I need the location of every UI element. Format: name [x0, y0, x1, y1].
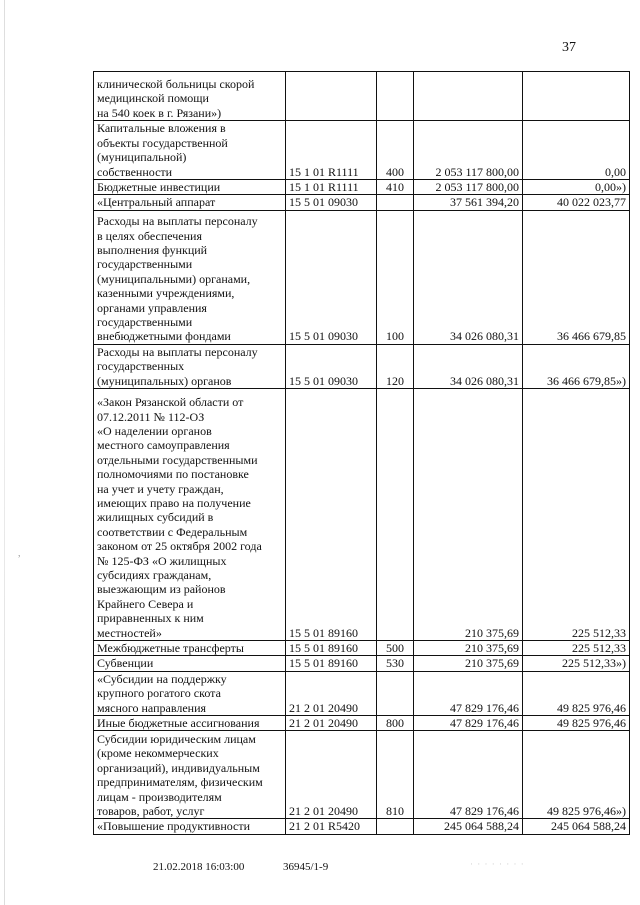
page-number: 37: [562, 40, 576, 55]
table-row: [94, 210, 630, 344]
row-name-cell: Субвенции: [94, 656, 286, 671]
row-year2-cell: 225 512,33»): [523, 656, 630, 671]
table-row: [94, 180, 630, 195]
row-code-cell: 15 1 01 R1111: [286, 180, 377, 195]
row-year1-cell: 47 829 176,46: [414, 671, 523, 715]
row-year2-cell: 49 825 976,46: [523, 671, 630, 715]
row-year2-cell: 245 064 588,24: [523, 819, 630, 834]
footer-datetime: 21.02.2018 16:03:00: [153, 861, 245, 873]
footer-doc-number: 36945/1-9: [283, 861, 329, 873]
row-year2-cell: 49 825 976,46: [523, 716, 630, 731]
row-year1-cell: [414, 72, 523, 121]
row-year1-cell: 34 026 080,31: [414, 210, 523, 344]
row-code-cell: 21 2 01 20490: [286, 731, 377, 819]
row-code-cell: 15 5 01 89160: [286, 389, 377, 641]
table-row: [94, 195, 630, 210]
row-year1-cell: 245 064 588,24: [414, 819, 523, 834]
row-year2-cell: 225 512,33: [523, 641, 630, 656]
row-type-cell: [377, 72, 414, 121]
row-type-cell: 120: [377, 344, 414, 388]
budget-table-body: [94, 72, 630, 835]
row-type-cell: 410: [377, 180, 414, 195]
row-code-cell: 15 5 01 89160: [286, 656, 377, 671]
table-row: [94, 344, 630, 388]
row-year1-cell: 34 026 080,31: [414, 344, 523, 388]
row-year1-cell: 2 053 117 800,00: [414, 121, 523, 180]
row-code-cell: 21 2 01 20490: [286, 716, 377, 731]
row-name-cell: «Субсидии на поддержку крупного рогатого скота мясного направления: [94, 671, 286, 715]
row-type-cell: 400: [377, 121, 414, 180]
row-year2-cell: 36 466 679,85»): [523, 344, 630, 388]
row-code-cell: 15 5 01 89160: [286, 641, 377, 656]
row-name-cell: Иные бюджетные ассигнования: [94, 716, 286, 731]
row-year1-cell: 210 375,69: [414, 389, 523, 641]
row-year2-cell: 49 825 976,46»): [523, 731, 630, 819]
row-name-cell: «Закон Рязанской области от 07.12.2011 № 112-ОЗ «О наделении органов местного самоуправления отдельными государственными полномочиями по постановке на учет и учету граждан, имеющих право на получение жилищных субсидий в соответствии с Федеральным законом от 25 октября 2002 года № 125-ФЗ «О жилищных субсидиях гражданам, выезжающим из районов Крайнего Севера и приравненных к ним местностей»: [94, 389, 286, 641]
row-type-cell: [377, 195, 414, 210]
row-code-cell: 15 1 01 R1111: [286, 121, 377, 180]
row-year2-cell: 0,00»): [523, 180, 630, 195]
table-row: [94, 641, 630, 656]
row-code-cell: [286, 72, 377, 121]
table-row: [94, 72, 630, 121]
row-year2-cell: 0,00: [523, 121, 630, 180]
scan-edge-mark: ,: [18, 548, 21, 559]
row-code-cell: 15 5 01 09030: [286, 344, 377, 388]
row-name-cell: «Центральный аппарат: [94, 195, 286, 210]
row-year1-cell: 37 561 394,20: [414, 195, 523, 210]
row-type-cell: [377, 389, 414, 641]
scan-edge-line: [4, 0, 5, 905]
row-year1-cell: 47 829 176,46: [414, 716, 523, 731]
table-row: [94, 819, 630, 834]
row-name-cell: Бюджетные инвестиции: [94, 180, 286, 195]
table-row: [94, 389, 630, 641]
row-type-cell: 100: [377, 210, 414, 344]
row-name-cell: Расходы на выплаты персоналу государственных (муниципальных) органов: [94, 344, 286, 388]
row-name-cell: «Повышение продуктивности: [94, 819, 286, 834]
row-year1-cell: 47 829 176,46: [414, 731, 523, 819]
table-row: [94, 121, 630, 180]
row-year2-cell: [523, 72, 630, 121]
row-name-cell: клинической больницы скорой медицинской помощи на 540 коек в г. Рязани»): [94, 72, 286, 121]
row-name-cell: Расходы на выплаты персоналу в целях обеспечения выполнения функций государственными (муниципальными) органами, казенными учреждениями, органами управления государственными внебюджетными фондами: [94, 210, 286, 344]
row-code-cell: 21 2 01 20490: [286, 671, 377, 715]
row-name-cell: Межбюджетные трансферты: [94, 641, 286, 656]
footer-faint-stamp: · · · · · · · ·: [470, 859, 525, 869]
row-type-cell: 530: [377, 656, 414, 671]
row-year2-cell: 40 022 023,77: [523, 195, 630, 210]
row-code-cell: 15 5 01 09030: [286, 210, 377, 344]
row-year1-cell: 210 375,69: [414, 641, 523, 656]
table-row: [94, 716, 630, 731]
budget-table: [93, 71, 630, 835]
row-year2-cell: 225 512,33: [523, 389, 630, 641]
row-type-cell: 810: [377, 731, 414, 819]
row-name-cell: Капитальные вложения в объекты государственной (муниципальной) собственности: [94, 121, 286, 180]
row-year2-cell: 36 466 679,85: [523, 210, 630, 344]
table-row: [94, 656, 630, 671]
row-name-cell: Субсидии юридическим лицам (кроме некоммерческих организаций), индивидуальным предпринимателям, физическим лицам - производителям товаров, работ, услуг: [94, 731, 286, 819]
row-year1-cell: 2 053 117 800,00: [414, 180, 523, 195]
row-type-cell: [377, 819, 414, 834]
row-type-cell: 800: [377, 716, 414, 731]
row-code-cell: 15 5 01 09030: [286, 195, 377, 210]
row-type-cell: [377, 671, 414, 715]
table-row: [94, 731, 630, 819]
row-year1-cell: 210 375,69: [414, 656, 523, 671]
row-type-cell: 500: [377, 641, 414, 656]
table-row: [94, 671, 630, 715]
row-code-cell: 21 2 01 R5420: [286, 819, 377, 834]
